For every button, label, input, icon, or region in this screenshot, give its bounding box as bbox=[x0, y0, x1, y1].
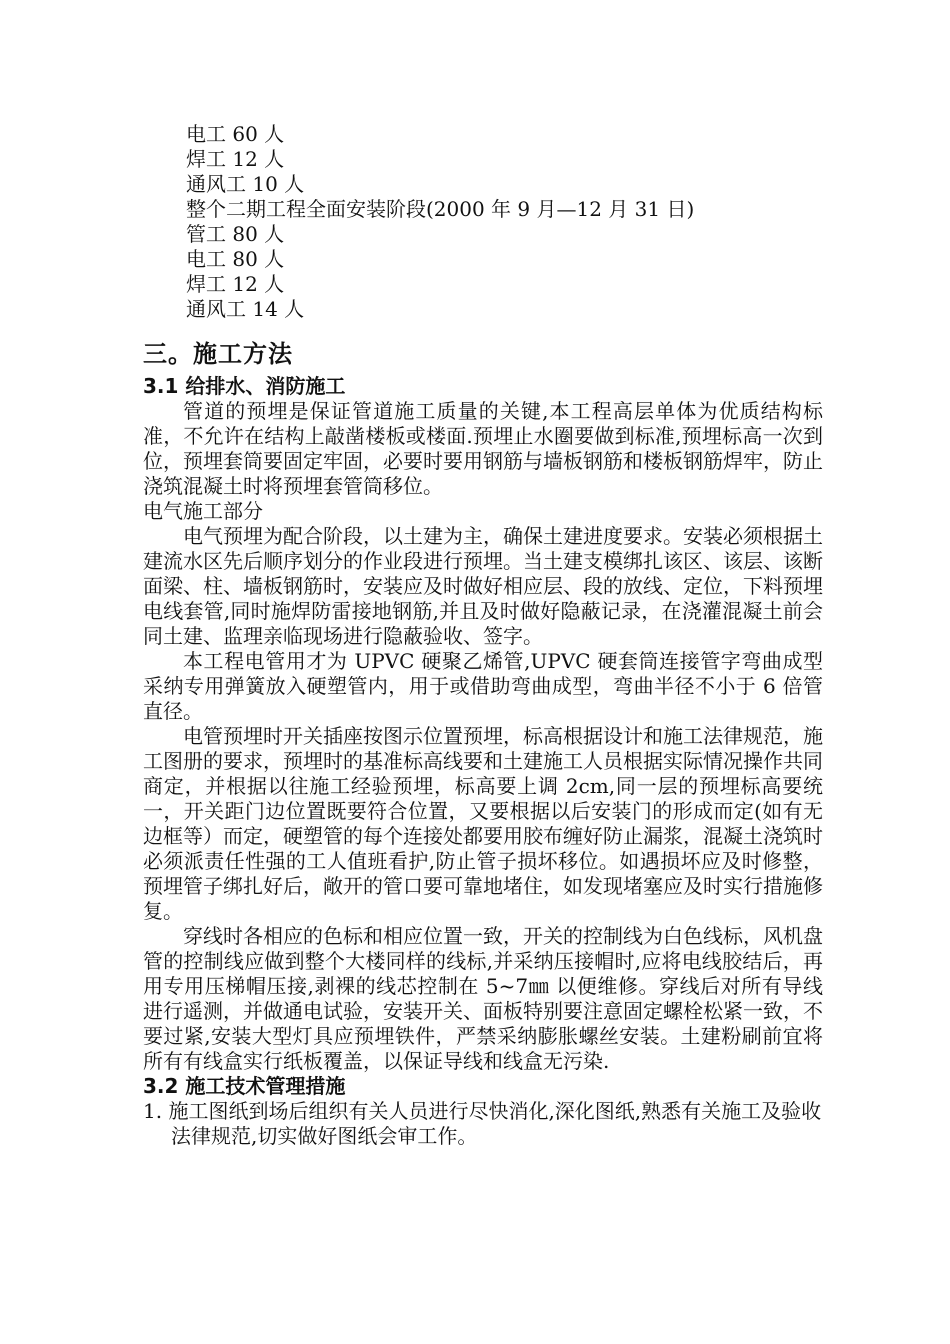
list-item: 1. 施工图纸到场后组织有关人员进行尽快消化,深化图纸,熟悉有关施工及验收法律规范,切实做好图纸会审工作。 bbox=[143, 1099, 822, 1148]
staffing-line: 通风工 14 人 bbox=[186, 297, 305, 321]
section-body bbox=[143, 374, 823, 1149]
staffing-line: 电工 80 人 bbox=[186, 247, 285, 271]
paragraph: 电气预埋为配合阶段，以土建为主，确保土建进度要求。安装必须根据土建流水区先后顺序划分的作业段进行预埋。当土建支模绑扎该区、该层、该断面梁、柱、墙板钢筋时，安装应及时做好相应层、段的放线、定位，下料预埋电线套管,同时施焊防雷接地钢筋,并且及时做好隐蔽记录，在浇灌混凝土前会同土建、监理亲临现场进行隐蔽验收、签字。 bbox=[143, 524, 823, 648]
subsection-heading-3-1: 3.1 给排水、消防施工 bbox=[143, 374, 346, 398]
paragraph: 本工程电管用才为 UPVC 硬聚乙烯管,UPVC 硬套筒连接管字弯曲成型采纳专用弹簧放入硬塑管内，用于或借助弯曲成型，弯曲半径不小于 6 倍管直径。 bbox=[143, 649, 823, 723]
paragraph: 管道的预埋是保证管道施工质量的关键,本工程高层单体为优质结构标准，不允许在结构上敲凿楼板或楼面.预埋止水圈要做到标准,预埋标高一次到位，预埋套筒要固定牢固，必要时要用钢筋与墙板钢筋和楼板钢筋焊牢，防止浇筑混凝土时将预埋套管筒移位。 bbox=[143, 399, 823, 498]
section-heading: 三。施工方法 bbox=[143, 340, 293, 368]
staffing-line: 电工 60 人 bbox=[186, 122, 285, 146]
staffing-list bbox=[186, 122, 694, 322]
subsection-heading-3-2: 3.2 施工技术管理措施 bbox=[143, 1074, 346, 1098]
staffing-line: 焊工 12 人 bbox=[186, 147, 285, 171]
staffing-line: 通风工 10 人 bbox=[186, 172, 305, 196]
staffing-line: 整个二期工程全面安装阶段(2000 年 9 月—12 月 31 日) bbox=[186, 197, 695, 221]
paragraph: 电管预埋时开关插座按图示位置预埋，标高根据设计和施工法律规范，施工图册的要求，预埋时的基准标高线要和土建施工人员根据实际情况操作共同商定，并根据以往施工经验预埋，标高要上调 2cm,同一层的预埋标高要统一，开关距门边位置既要符合位置，又要根据以后安装门的形成而定(如有无边框等）而定，硬塑管的每个连接处都要用胶布缠好防止漏浆，混凝土浇筑时必须派责任性强的工人值班看护,防止管子损坏移位。如遇损坏应及时修整，预埋管子绑扎好后，敞开的管口要可靠地堵住，如发现堵塞应及时实行措施修复。 bbox=[143, 724, 823, 923]
staffing-line: 管工 80 人 bbox=[186, 222, 285, 246]
electrical-label: 电气施工部分 bbox=[143, 499, 263, 523]
paragraph: 穿线时各相应的色标和相应位置一致，开关的控制线为白色线标，风机盘管的控制线应做到整个大楼同样的线标,并采纳压接帽时,应将电线胶结后，再用专用压梯帽压接,剥裸的线芯控制在 5~7㎜ 以便维修。穿线后对所有导线进行遥测，并做通电试验，安装开关、面板特别要注意固定螺栓松紧一致，不要过紧,安装大型灯具应预埋铁件，严禁采纳膨胀螺丝安装。土建粉刷前宜将所有有线盒实行纸板覆盖，以保证导线和线盒无污染. bbox=[143, 924, 823, 1073]
staffing-line: 焊工 12 人 bbox=[186, 272, 285, 296]
